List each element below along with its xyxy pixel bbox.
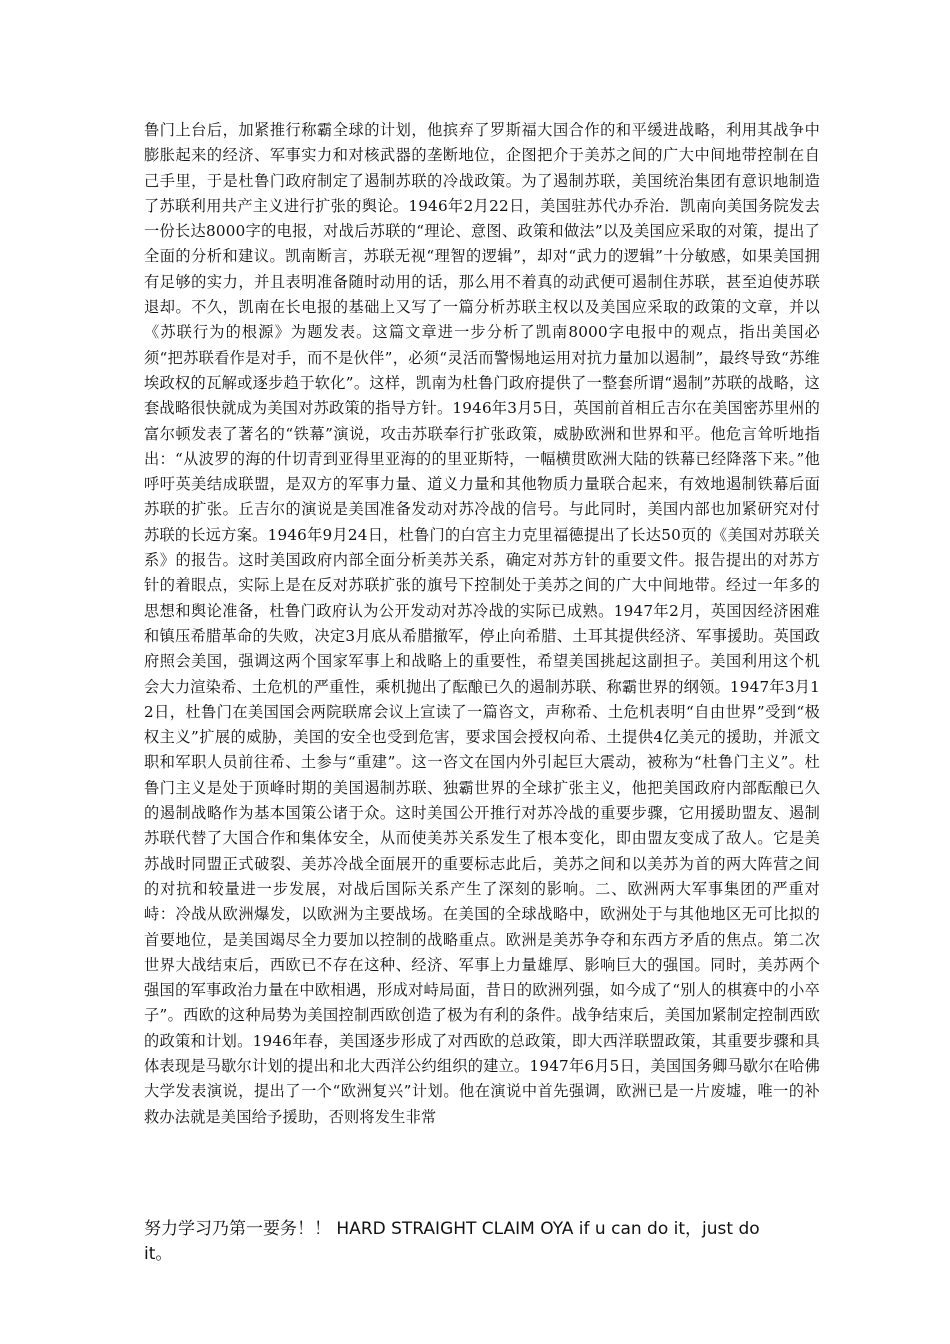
- footer-note: 努力学习乃第一要务！！ HARD STRAIGHT CLAIM OYA if u can do it，just do it。: [144, 1219, 760, 1264]
- body-paragraph: 鲁门上台后，加紧推行称霸全球的计划，他摈弃了罗斯福大国合作的和平缓进战略，利用其战争中膨胀起来的经济、军事实力和对核武器的垄断地位，企图把介于美苏之间的广大中间地带控制在自己手里，于是杜鲁门政府制定了遏制苏联的冷战政策。为了遏制苏联，美国统治集团有意识地制造了苏联利用共产主义进行扩张的舆论。1946年2月22日，美国驻苏代办乔治．凯南向美国务院发去一份长达8000字的电报，对战后苏联的“理论、意图、政策和做法”以及美国应采取的对策，提出了全面的分析和建议。凯南断言，苏联无视“理智的逻辑”，却对“武力的逻辑”十分敏感，如果美国拥有足够的实力，并且表明准备随时动用的话，那么用不着真的动武便可遏制住苏联，甚至迫使苏联退却。不久，凯南在长电报的基础上又写了一篇分析苏联主权以及美国应采取的政策的文章，并以《苏联行为的根源》为题发表。这篇文章进一步分析了凯南8000字电报中的观点，指出美国必须“把苏联看作是对手，而不是伙伴”，必须“灵活而警惕地运用对抗力量加以遏制”，最终导致“苏维埃政权的瓦解或逐步趋于软化”。这样，凯南为杜鲁门政府提供了一整套所谓“遏制”苏联的战略，这套战略很快就成为美国对苏政策的指导方针。1946年3月5日，英国前首相丘吉尔在美国密苏里州的富尔顿发表了著名的“铁幕”演说，攻击苏联奉行扩张政策，威胁欧洲和世界和平。他危言耸听地指出：“从波罗的海的什切青到亚得里亚海的的里亚斯特，一幅横贯欧洲大陆的铁幕已经降落下来。”他呼吁英美结成联盟，是双方的军事力量、道义力量和其他物质力量联合起来，有效地遏制铁幕后面苏联的扩张。丘吉尔的演说是美国准备发动对苏冷战的信号。与此同时，美国内部也加紧研究对付苏联的长远方案。1946年9月24日，杜鲁门的白宫主力克里福德提出了长达50页的《美国对苏联关系》的报告。这时美国政府内部全面分析美苏关系，确定对苏方针的重要文件。报告提出的对苏方针的着眼点，实际上是在反对苏联扩张的旗号下控制处于美苏之间的广大中间地带。经过一年多的思想和舆论准备，杜鲁门政府认为公开发动对苏冷战的实际已成熟。1947年2月，英国因经济困难和镇压希腊革命的失败，决定3月底从希腊撤军，停止向希腊、土耳其提供经济、军事援助。英国政府照会美国，强调这两个国家军事上和战略上的重要性，希望美国挑起这副担子。美国利用这个机会大力渲染希、土危机的严重性，乘机抛出了酝酿已久的遏制苏联、称霸世界的纲领。1947年3月12日，杜鲁门在美国国会两院联席会议上宣读了一篇咨文，声称希、土危机表明“自由世界”受到“极权主义”扩展的威胁，美国的安全也受到危害，要求国会授权向希、土提供4亿美元的援助，并派文职和军职人员前往希、土参与“重建”。这一咨文在国内外引起巨大震动，被称为“杜鲁门主义”。杜鲁门主义是处于顶峰时期的美国遏制苏联、独霸世界的全球扩张主义，他把美国政府内部酝酿已久的遏制战略作为基本国策公诸于众。这时美国公开推行对苏冷战的重要步骤，它用援助盟友、遏制苏联代替了大国合作和集体安全，从而使美苏关系发生了根本变化，即由盟友变成了敌人。它是美苏战时同盟正式破裂、美苏冷战全面展开的重要标志此后，美苏之间和以美苏为首的两大阵营之间的对抗和较量进一步发展，对战后国际关系产生了深刻的影响。二、欧洲两大军事集团的严重对峙：冷战从欧洲爆发，以欧洲为主要战场。在美国的全球战略中，欧洲处于与其他地区无可比拟的首要地位，是美国竭尽全力要加以控制的战略重点。欧洲是美苏争夺和东西方矛盾的焦点。第二次世界大战结束后，西欧已不存在这种、经济、军事上力量雄厚、影响巨大的强国。同时，美苏两个强国的军事政治力量在中欧相遇，形成对峙局面，昔日的欧洲列强，如今成了“别人的棋赛中的小卒子”。西欧的这种局势为美国控制西欧创造了极为有利的条件。战争结束后，美国加紧制定控制西欧的政策和计划。1946年春，美国逐步形成了对西欧的总政策，即大西洋联盟政策，其重要步骤和具体表现是马歇尔计划的提出和北大西洋公约组织的建立。1947年6月5日，美国国务卿马歇尔在哈佛大学发表演说，提出了一个“欧洲复兴”计划。他在演说中首先强调，欧洲已是一片废墟，唯一的补救办法就是美国给予援助，否则将发生非常: [144, 121, 820, 1126]
